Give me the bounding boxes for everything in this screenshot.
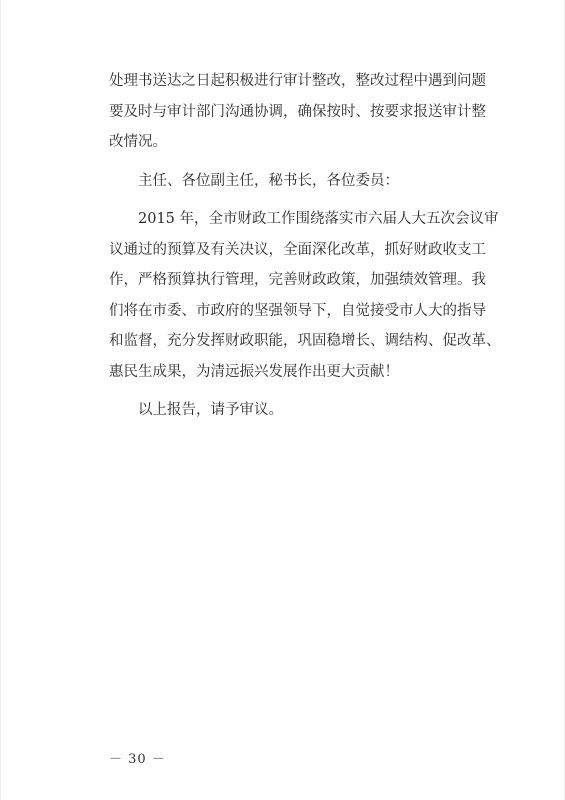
document-body: [109, 66, 501, 426]
text-line: 2015 年，全市财政工作围绕落实市六届人大五次会议审: [138, 211, 499, 227]
text-line: 和监督，充分发挥财政职能，巩固稳增长、调结构、促改革、: [109, 333, 501, 349]
text-line: 们将在市委、市政府的坚强领导下，自觉接受市人大的指导: [109, 302, 486, 319]
paragraph-rectification: [109, 66, 486, 158]
paragraph-salutation: [109, 166, 456, 197]
text-line: 作，严格预算执行管理，完善财政政策，加强绩效管理。我: [109, 272, 486, 288]
page-number: － 30 －: [109, 752, 166, 767]
text-line: 以上报告，请予审议。: [138, 402, 283, 418]
paragraph-2015-outlook: [109, 204, 501, 387]
text-line: 要及时与审计部门沟通协调，确保按时、按要求报送审计整: [109, 103, 486, 120]
text-line: 议通过的预算及有关决议，全面深化改革，抓好财政收支工: [109, 241, 486, 258]
text-line: 惠民生成果，为清远振兴发展作出更大贡献！: [109, 363, 399, 380]
text-line: 处理书送达之日起积极进行审计整改，整改过程中遇到问题: [109, 73, 486, 89]
text-line: 主任、各位副主任，秘书长，各位委员：: [138, 172, 399, 189]
text-line: 改情况。: [109, 134, 167, 150]
paragraph-closing: [109, 395, 456, 426]
